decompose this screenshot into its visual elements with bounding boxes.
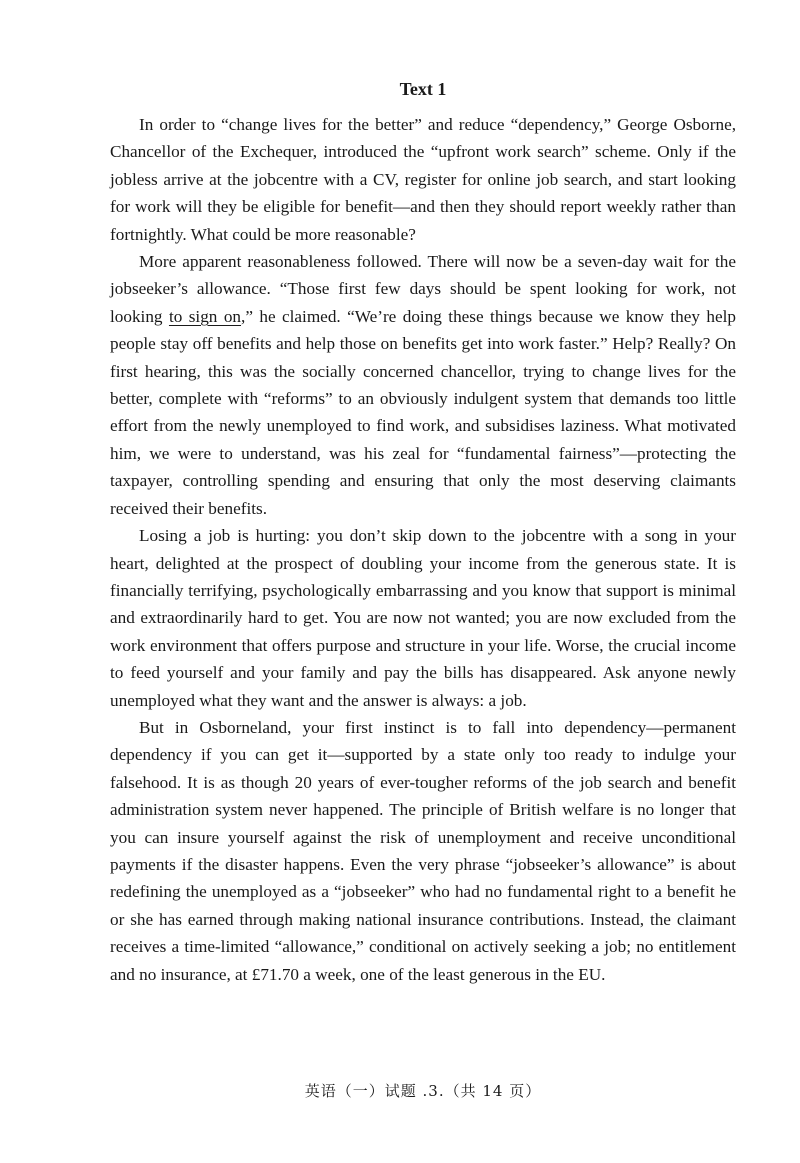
paragraph-4: But in Osborneland, your first instinct is to fall into dependency—permanent dependency if you can get it—supported by a state only too ready to indulge your falsehood. It is as though 20 years of ever-tougher reforms of the job search and benefit administration system never happened. The principle of British welfare is no longer that you can insure yourself against the risk of unemployment and receive unconditional payments if the disaster happens. Even the very phrase “jobseeker’s allowance” is about redefining the unemployed as a “jobseeker” who had no fundamental right to a benefit he or she has earned through making national insurance contributions. Instead, the claimant receives a time-limited “allowance,” conditional on actively seeking a job; no entitlement and no insurance, at £71.70 a week, one of the least generous in the EU. (110, 717, 736, 984)
page-footer: 英语（一）试题 .3.（共 14 页） (304, 1082, 542, 1100)
paragraph-2-part-1: More apparent reasonableness followed. There will now be a seven-day wait for the jobseeker’s allowance. “Those first few days should be spent looking for work, not looking (110, 252, 736, 326)
paragraph-2-part-2: ,” he claimed. “We’re doing these things because we know they help people stay off benefits and help those on benefits get into work faster.” Help? Really? On first hearing, this was the socially concerned chancellor, trying to change lives for the better, complete with “reforms” to an obviously indulgent system that demands too little effort from the newly unemployed to find work, and subsidises laziness. What motivated him, we were to understand, was his zeal for “fundamental fairness”—protecting the taxpayer, controlling spending and ensuring that only the most deserving claimants received their benefits. (110, 306, 736, 518)
underlined-phrase: to sign on (168, 306, 242, 326)
document-page (110, 0, 736, 1163)
article-body (110, 111, 736, 988)
paragraph-1: In order to “change lives for the better” and reduce “dependency,” George Osborne, Chancellor of the Exchequer, introduced the “upfront work search” scheme. Only if the jobless arrive at the jobcentre with a CV, register for online job search, and start looking for work will they be eligible for benefit—and then they should report weekly rather than fortnightly. What could be more reasonable? (110, 115, 736, 244)
paragraph-2 (110, 248, 736, 522)
page-title: Text 1 (399, 79, 447, 99)
paragraph-3: Losing a job is hurting: you don’t skip down to the jobcentre with a song in your heart, delighted at the prospect of doubling your income from the generous state. It is financially terrifying, psychologically embarrassing and you know that support is minimal and extraordinarily hard to get. You are now not wanted; you are now excluded from the work environment that offers purpose and structure in your life. Worse, the crucial income to feed yourself and your family and pay the bills has disappeared. Ask anyone newly unemployed what they want and the answer is always: a job. (110, 526, 736, 710)
